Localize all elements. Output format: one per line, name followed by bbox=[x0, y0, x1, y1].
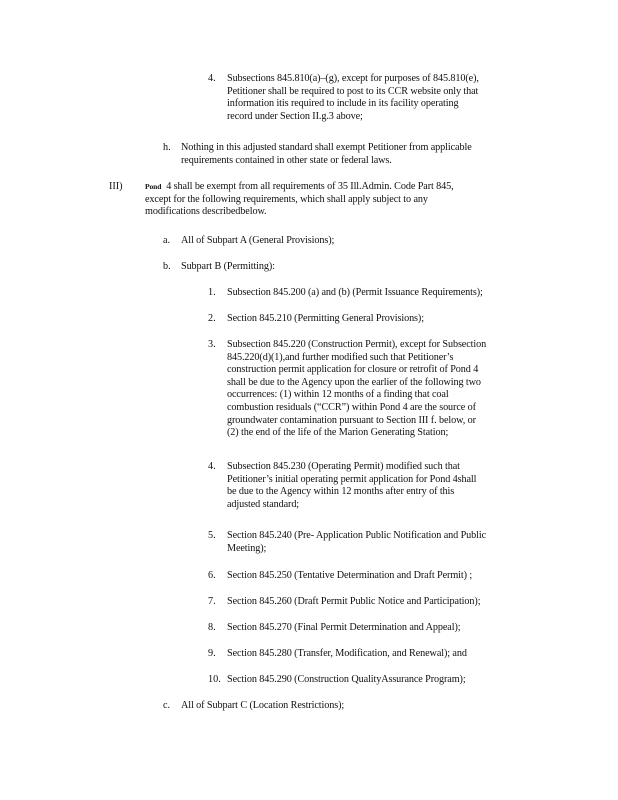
list-marker: 3. bbox=[208, 339, 216, 350]
text-line: All of Subpart A (General Provisions); bbox=[181, 235, 335, 246]
subitem-8 bbox=[227, 622, 460, 635]
list-marker: 6. bbox=[208, 570, 216, 581]
text-line: 845.220(d)(1),and further modified such that Petitioner’s bbox=[227, 351, 454, 363]
text-line: Section 845.270 (Final Permit Determination and Appeal); bbox=[227, 622, 461, 633]
text-line: Subsection 845.200 (a) and (b) (Permit Issuance Requirements); bbox=[227, 287, 483, 298]
list-marker: h. bbox=[163, 142, 171, 153]
paragraph-item-h bbox=[181, 142, 472, 167]
text-line: Meeting); bbox=[227, 542, 267, 554]
text-line: Section 845.260 (Draft Permit Public Notice and Participation); bbox=[227, 596, 481, 607]
list-marker: b. bbox=[163, 261, 171, 272]
text-line: Subsection 845.230 (Operating Permit) modified such that bbox=[227, 461, 460, 472]
text-line: Section 845.280 (Transfer, Modification, and Renewal); and bbox=[227, 648, 467, 659]
list-marker: 4. bbox=[208, 73, 216, 84]
text-line: Section 845.240 (Pre- Application Public Notification and Public bbox=[227, 530, 487, 541]
text-line: Petitioner’s initial operating permit application for Pond 4shall bbox=[227, 473, 477, 485]
text-line: Nothing in this adjusted standard shall exempt Petitioner from applicable bbox=[181, 142, 472, 153]
subitem-7 bbox=[227, 596, 480, 609]
subitem-4 bbox=[227, 461, 476, 511]
paragraph-item-b bbox=[181, 261, 275, 274]
text-line: shall be due to the Agency upon the earlier of the following two bbox=[227, 376, 481, 388]
text-line: Petitioner shall be required to post to its CCR website only that bbox=[227, 85, 479, 97]
text-line: Subsection 845.220 (Construction Permit), except for Subsection bbox=[227, 339, 487, 350]
list-marker: 4. bbox=[208, 461, 216, 472]
text-line bbox=[145, 181, 454, 194]
list-marker: 9. bbox=[208, 648, 216, 659]
text-line: construction permit application for closure or retrofit of Pond 4 bbox=[227, 364, 479, 376]
text-line: Section 845.250 (Tentative Determination and Draft Permit) ; bbox=[227, 570, 473, 581]
text-line: combustion residuals (“CCR”) within Pond 4 are the source of bbox=[227, 401, 476, 413]
list-marker: c. bbox=[163, 700, 171, 711]
paragraph-item-c bbox=[181, 700, 344, 713]
list-marker: 5. bbox=[208, 530, 216, 541]
subitem-10 bbox=[227, 674, 466, 687]
subitem-6 bbox=[227, 570, 472, 583]
text-fragment: 4 shall be exempt from all requirements of 35 Ill.Admin. Code Part 845, bbox=[166, 181, 454, 192]
paragraph-item-4-top bbox=[227, 73, 479, 123]
text-line: Subpart B (Permitting): bbox=[181, 261, 275, 272]
subitem-9 bbox=[227, 648, 467, 661]
subitem-2 bbox=[227, 313, 424, 326]
list-marker: a. bbox=[163, 235, 171, 246]
text-line: Section 845.210 (Permitting General Provisions); bbox=[227, 313, 424, 324]
text-line: except for the following requirements, which shall apply subject to any bbox=[145, 193, 428, 205]
text-line: (2) the end of the life of the Marion Generating Station; bbox=[227, 427, 449, 439]
section-marker: III) bbox=[109, 181, 123, 192]
text-line: All of Subpart C (Location Restrictions); bbox=[181, 700, 345, 711]
text-line: modifications describedbelow. bbox=[145, 206, 267, 218]
list-marker: 1. bbox=[208, 287, 216, 298]
text-line: be due to the Agency within 12 months after entry of this bbox=[227, 486, 455, 498]
text-line: occurrences: (1) within 12 months of a finding that coal bbox=[227, 389, 449, 401]
subitem-5 bbox=[227, 530, 486, 555]
text-line: groundwater contamination pursuant to Section III f. below, or bbox=[227, 414, 476, 426]
list-marker: 10. bbox=[208, 674, 221, 685]
text-line: requirements contained in other state or federal laws. bbox=[181, 154, 392, 166]
paragraph-section-iii bbox=[145, 181, 454, 219]
text-line: information itis required to include in its facility operating bbox=[227, 98, 459, 110]
text-line: Section 845.290 (Construction QualityAssurance Program); bbox=[227, 674, 466, 685]
list-marker: 2. bbox=[208, 313, 216, 324]
subitem-3 bbox=[227, 339, 486, 440]
subitem-1 bbox=[227, 287, 483, 300]
list-marker: 7. bbox=[208, 596, 216, 607]
text-line: Subsections 845.810(a)–(g), except for purposes of 845.810(e), bbox=[227, 73, 479, 84]
text-line: adjusted standard; bbox=[227, 498, 300, 510]
bold-word: Pond bbox=[145, 182, 162, 191]
list-marker: 8. bbox=[208, 622, 216, 633]
text-line: record under Section II.g.3 above; bbox=[227, 110, 363, 122]
paragraph-item-a bbox=[181, 235, 334, 248]
